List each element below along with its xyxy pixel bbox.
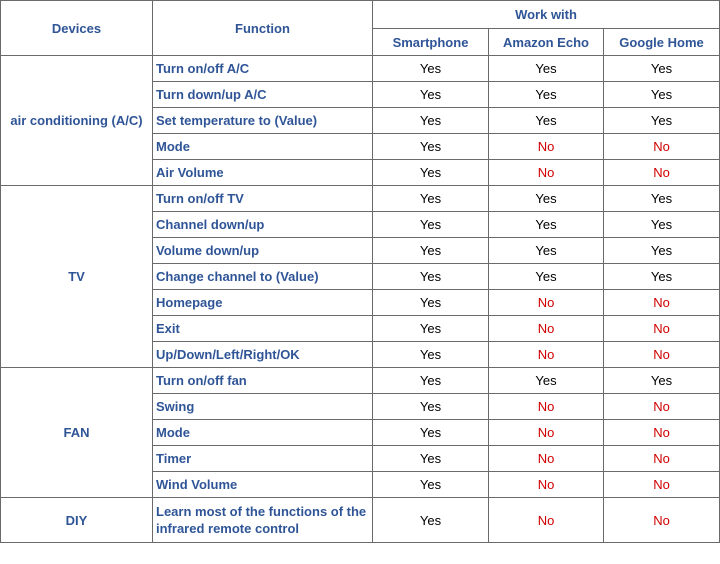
smartphone-cell: Yes <box>373 368 489 394</box>
function-cell: Up/Down/Left/Right/OK <box>153 342 373 368</box>
function-cell: Exit <box>153 316 373 342</box>
amazon-echo-cell: Yes <box>489 238 604 264</box>
function-cell: Mode <box>153 134 373 160</box>
function-cell: Learn most of the functions of the infrared remote control <box>153 498 373 543</box>
table-body <box>1 56 720 543</box>
device-cell: DIY <box>1 498 153 543</box>
function-cell: Air Volume <box>153 160 373 186</box>
google-home-cell: No <box>604 420 720 446</box>
google-home-cell: Yes <box>604 186 720 212</box>
header-row-top <box>1 1 720 29</box>
google-home-cell: No <box>604 394 720 420</box>
smartphone-cell: Yes <box>373 394 489 420</box>
google-home-cell: Yes <box>604 212 720 238</box>
smartphone-cell: Yes <box>373 264 489 290</box>
smartphone-cell: Yes <box>373 446 489 472</box>
amazon-echo-cell: No <box>489 472 604 498</box>
device-cell: TV <box>1 186 153 368</box>
device-cell: air conditioning (A/C) <box>1 56 153 186</box>
amazon-echo-cell: No <box>489 160 604 186</box>
function-cell: Timer <box>153 446 373 472</box>
smartphone-cell: Yes <box>373 472 489 498</box>
smartphone-cell: Yes <box>373 160 489 186</box>
smartphone-cell: Yes <box>373 316 489 342</box>
smartphone-cell: Yes <box>373 134 489 160</box>
amazon-echo-cell: Yes <box>489 108 604 134</box>
table-row <box>1 186 720 212</box>
smartphone-cell: Yes <box>373 56 489 82</box>
amazon-echo-cell: Yes <box>489 264 604 290</box>
smartphone-cell: Yes <box>373 212 489 238</box>
google-home-cell: Yes <box>604 108 720 134</box>
work-with-header: Work with <box>373 1 720 29</box>
google-home-cell: No <box>604 134 720 160</box>
amazon-echo-cell: No <box>489 498 604 543</box>
smartphone-cell: Yes <box>373 498 489 543</box>
google-home-header: Google Home <box>604 29 720 56</box>
amazon-echo-cell: No <box>489 290 604 316</box>
table-row <box>1 498 720 543</box>
function-cell: Change channel to (Value) <box>153 264 373 290</box>
amazon-echo-cell: No <box>489 446 604 472</box>
function-cell: Turn on/off fan <box>153 368 373 394</box>
device-cell: FAN <box>1 368 153 498</box>
function-cell: Mode <box>153 420 373 446</box>
table-row <box>1 56 720 82</box>
function-cell: Volume down/up <box>153 238 373 264</box>
amazon-echo-cell: No <box>489 134 604 160</box>
function-cell: Swing <box>153 394 373 420</box>
google-home-cell: No <box>604 160 720 186</box>
google-home-cell: No <box>604 498 720 543</box>
google-home-cell: Yes <box>604 238 720 264</box>
google-home-cell: No <box>604 316 720 342</box>
function-cell: Turn down/up A/C <box>153 82 373 108</box>
devices-header: Devices <box>1 1 153 56</box>
amazon-echo-cell: Yes <box>489 368 604 394</box>
google-home-cell: No <box>604 290 720 316</box>
smartphone-cell: Yes <box>373 290 489 316</box>
google-home-cell: Yes <box>604 82 720 108</box>
amazon-echo-cell: No <box>489 342 604 368</box>
function-cell: Homepage <box>153 290 373 316</box>
amazon-echo-cell: Yes <box>489 82 604 108</box>
smartphone-cell: Yes <box>373 342 489 368</box>
function-cell: Set temperature to (Value) <box>153 108 373 134</box>
google-home-cell: Yes <box>604 264 720 290</box>
smartphone-cell: Yes <box>373 82 489 108</box>
function-cell: Wind Volume <box>153 472 373 498</box>
google-home-cell: No <box>604 342 720 368</box>
smartphone-cell: Yes <box>373 108 489 134</box>
google-home-cell: No <box>604 472 720 498</box>
amazon-echo-cell: No <box>489 394 604 420</box>
smartphone-cell: Yes <box>373 238 489 264</box>
amazon-echo-cell: No <box>489 316 604 342</box>
amazon-echo-cell: No <box>489 420 604 446</box>
function-header: Function <box>153 1 373 56</box>
google-home-cell: Yes <box>604 368 720 394</box>
amazon-echo-cell: Yes <box>489 212 604 238</box>
amazon-echo-cell: Yes <box>489 56 604 82</box>
google-home-cell: Yes <box>604 56 720 82</box>
google-home-cell: No <box>604 446 720 472</box>
smartphone-header: Smartphone <box>373 29 489 56</box>
function-cell: Channel down/up <box>153 212 373 238</box>
smartphone-cell: Yes <box>373 420 489 446</box>
smartphone-cell: Yes <box>373 186 489 212</box>
function-cell: Turn on/off A/C <box>153 56 373 82</box>
function-cell: Turn on/off TV <box>153 186 373 212</box>
table-row <box>1 368 720 394</box>
amazon-echo-header: Amazon Echo <box>489 29 604 56</box>
amazon-echo-cell: Yes <box>489 186 604 212</box>
